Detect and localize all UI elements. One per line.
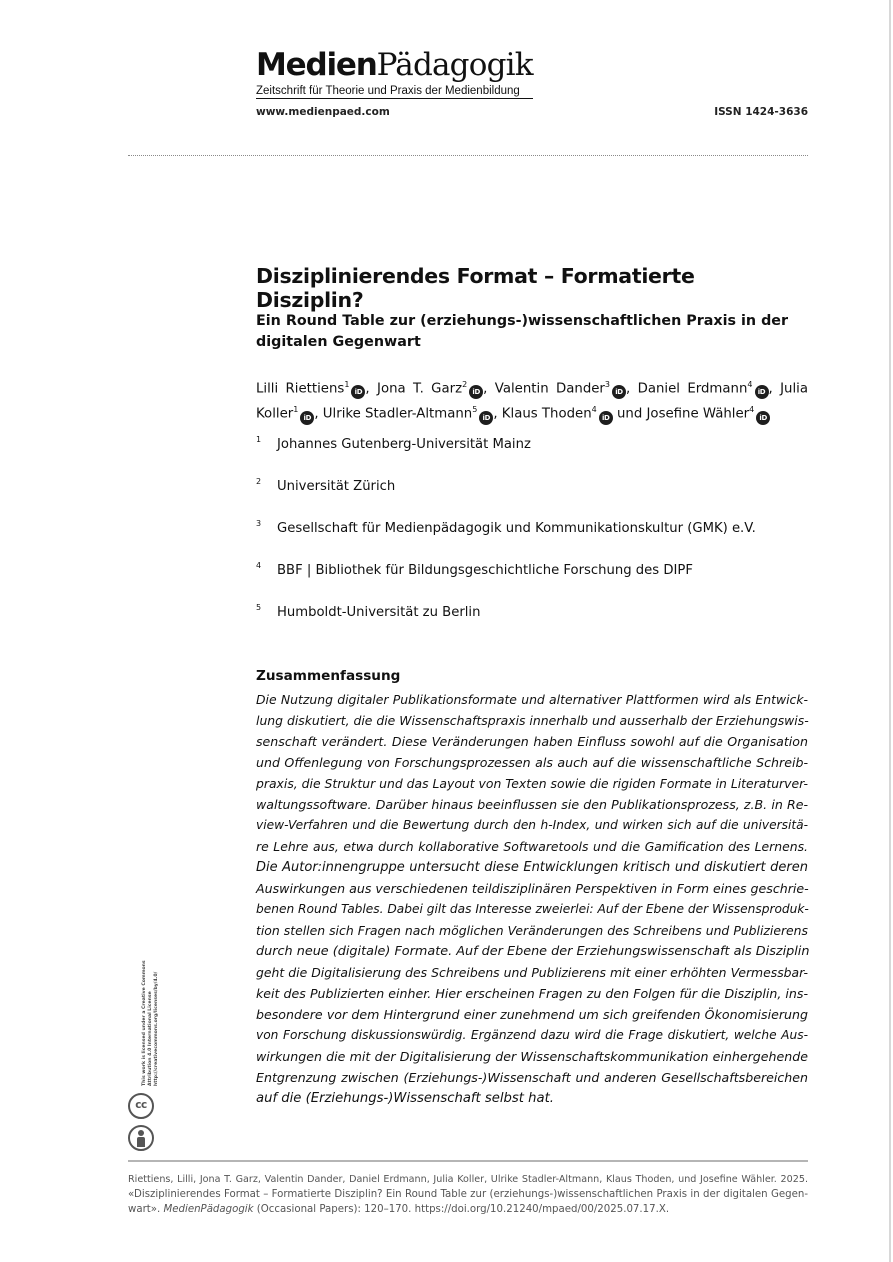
affiliation-item [256,521,808,563]
journal-masthead [256,46,808,118]
author-separator: , [626,381,638,397]
creative-commons-icon[interactable]: cc [128,1093,154,1119]
affiliation-number: 5 [256,603,262,612]
abstract-line: wirkungen die mit der Digitalisierung der Wissenschaftskommunikation einhergehende [256,1049,808,1064]
author-affiliation-ref: 4 [591,405,597,415]
affiliation-text: Gesellschaft für Medienpädagogik und Kommunikationskultur (GMK) e.V. [277,521,756,536]
abstract-line: Die Nutzung digitaler Publikationsformate und alternativer Plattformen wird als Entwick- [256,692,808,707]
affiliation-item [256,479,808,521]
affiliation-text: Johannes Gutenberg-Universität Mainz [277,437,531,452]
article-title: Disziplinierendes Format – Formatierte Disziplin? [256,264,695,312]
license-link[interactable]: http://creativecommons.org/licenses/by/4.0/ [154,971,159,1086]
orcid-icon[interactable]: iD [479,411,493,425]
abstract-line: view-Verfahren und die Bewertung durch den h-Index, und wirken sich auf die universitä- [256,818,808,832]
person-body-shape [137,1137,145,1147]
article-subtitle: Ein Round Table zur (erziehungs-)wissenschaftlichen Praxis in der digitalen Gegenwart [256,313,789,350]
author-list [256,374,808,425]
affiliation-item [256,437,808,479]
license-line: Attribution 4.0 International License [148,991,153,1086]
abstract-line: von Forschung diskussionswürdig. Ergänzend dazu wird die Frage diskutiert, welche Aus- [256,1028,808,1042]
citation-line [128,1202,808,1217]
author-name: Jona T. Garz [377,381,463,397]
orcid-icon[interactable]: iD [300,411,314,425]
abstract-line: besondere vor dem Hintergrund einer zunehmend um sich greifenden Ökonomisierung [256,1007,808,1022]
author-name: Lilli Riettiens [256,381,345,397]
affiliation-number: 2 [256,477,262,486]
abstract-line: tion stellen sich Fragen nach möglichen Veränderungen des Schreibens und Publizierens [256,923,808,938]
logo-bold-part: Medien [256,47,377,83]
abstract-line: senschaft verändert. Diese Veränderungen haben Einfluss sowohl auf die Organisation [256,734,808,749]
citation-line: Riettiens, Lilli, Jona T. Garz, Valentin Dander, Daniel Erdmann, Julia Koller, Ulrike Stadler-Altmann, Klaus Thoden, und Josefine Wähler. 2025. [128,1174,808,1185]
abstract-line: auf die (Erziehungs-)Wissenschaft selbst hat. [256,1091,554,1106]
affiliation-number: 3 [256,519,262,528]
journal-website-link[interactable]: www.medienpaed.com [256,106,390,118]
author-affiliation-ref: 4 [749,405,755,415]
abstract-line: Auswirkungen aus verschiedenen teildisziplinären Perspektiven in Form eines geschrie- [256,881,809,896]
tagline-underline [256,98,533,99]
affiliation-number: 4 [256,561,262,570]
orcid-icon[interactable]: iD [351,385,365,399]
abstract-line: praxis, die Struktur und das Layout von Texten sowie die rigiden Formate in Literaturver- [256,776,808,791]
citation-footer [128,1172,808,1217]
citation-line: «Disziplinierendes Format – Formatierte Disziplin? Ein Round Table zur (erziehungs-)wissenschaftlichen Praxis in der digitalen Gegen- [128,1189,808,1200]
author-separator: , [314,406,323,422]
citation-journal: MedienPädagogik [163,1204,254,1215]
author-name: Klaus Thoden [501,406,592,422]
attribution-person-icon[interactable] [128,1125,154,1151]
orcid-icon[interactable]: iD [469,385,483,399]
abstract-line: durch neue (digitale) Formate. Auf der Ebene der Erziehungswissenschaft als Disziplin [256,944,810,959]
abstract-line: lung diskutiert, die die Wissenschaftspraxis innerhalb und ausserhalb der Erziehungswis- [256,713,809,728]
abstract-body [256,689,808,1109]
journal-logo[interactable] [256,46,808,84]
affiliation-text: Universität Zürich [277,479,396,494]
abstract-line: keit des Publizierten einher. Hier erscheinen Fragen zu den Folgen für die Disziplin, ins- [256,986,808,1001]
abstract-line: waltungssoftware. Darüber hinaus beeinflussen sie den Publikationsprozess, z.B. in Re- [256,797,808,812]
author-separator: , [493,406,502,422]
author-separator: , [365,381,378,397]
affiliation-list [256,437,808,647]
citation-doi[interactable]: (Occasional Papers): 120–170. https://doi.org/10.21240/mpaed/00/2025.07.17.X. [253,1204,670,1215]
orcid-icon[interactable]: iD [756,411,770,425]
author-name: Valentin Dander [494,381,605,397]
header-divider [128,155,808,156]
journal-tagline: Zeitschrift für Theorie und Praxis der Medienbildung [256,85,520,97]
author-separator: und [612,406,647,422]
journal-info-row [256,106,808,118]
abstract-line: und Offenlegung von Forschungsprozessen als auch auf die wissenschaftliche Schreib- [256,755,808,770]
author-name: Josefine Wähler [646,406,750,422]
affiliation-item [256,605,808,647]
abstract-line: benen Round Tables. Dabei gilt das Interesse zweierlei: Auf der Ebene der Wissensproduk- [256,902,809,916]
author-affiliation-ref: 1 [293,405,299,415]
orcid-icon[interactable]: iD [755,385,769,399]
author-name: Daniel Erdmann [637,381,748,397]
orcid-icon[interactable]: iD [612,385,626,399]
author-separator: , [483,381,495,397]
citation-text: wart». [128,1204,164,1215]
affiliation-text: BBF | Bibliothek für Bildungsgeschichtliche Forschung des DIPF [277,563,693,578]
license-notice [142,946,160,1086]
author-affiliation-ref: 3 [604,380,610,389]
affiliation-number: 1 [256,435,262,444]
author-affiliation-ref: 5 [472,405,478,415]
license-line: This work is licensed under a Creative Commons [142,960,147,1086]
orcid-icon[interactable]: iD [599,411,613,425]
journal-issn: ISSN 1424-3636 [714,106,808,118]
abstract-line: re Lehre aus, etwa durch kollaborative Softwaretools und die Gamification des Lernens. [256,839,808,854]
logo-light-part: Pädagogik [376,47,533,83]
abstract-line: Entgrenzung zwischen (Erziehungs-)Wissenschaft und anderen Gesellschaftsbereichen [256,1070,808,1085]
affiliation-text: Humboldt-Universität zu Berlin [277,605,481,620]
person-head-shape [138,1130,144,1136]
abstract-line: geht die Digitalisierung des Schreibens und Publizierens mit einer erhöhten Vermessbar- [256,965,808,980]
abstract-heading: Zusammenfassung [256,668,401,684]
abstract-line: Die Autor:innengruppe untersucht diese Entwicklungen kritisch und diskutiert deren [256,860,808,875]
author-name: Julia Koller [256,381,808,422]
author-separator: , [768,381,781,397]
author-affiliation-ref: 1 [344,380,350,389]
author-affiliation-ref: 2 [462,380,468,389]
author-name: Ulrike Stadler-Altmann [322,406,473,422]
affiliation-item [256,563,808,605]
author-affiliation-ref: 4 [747,380,753,389]
footer-divider [128,1160,808,1162]
